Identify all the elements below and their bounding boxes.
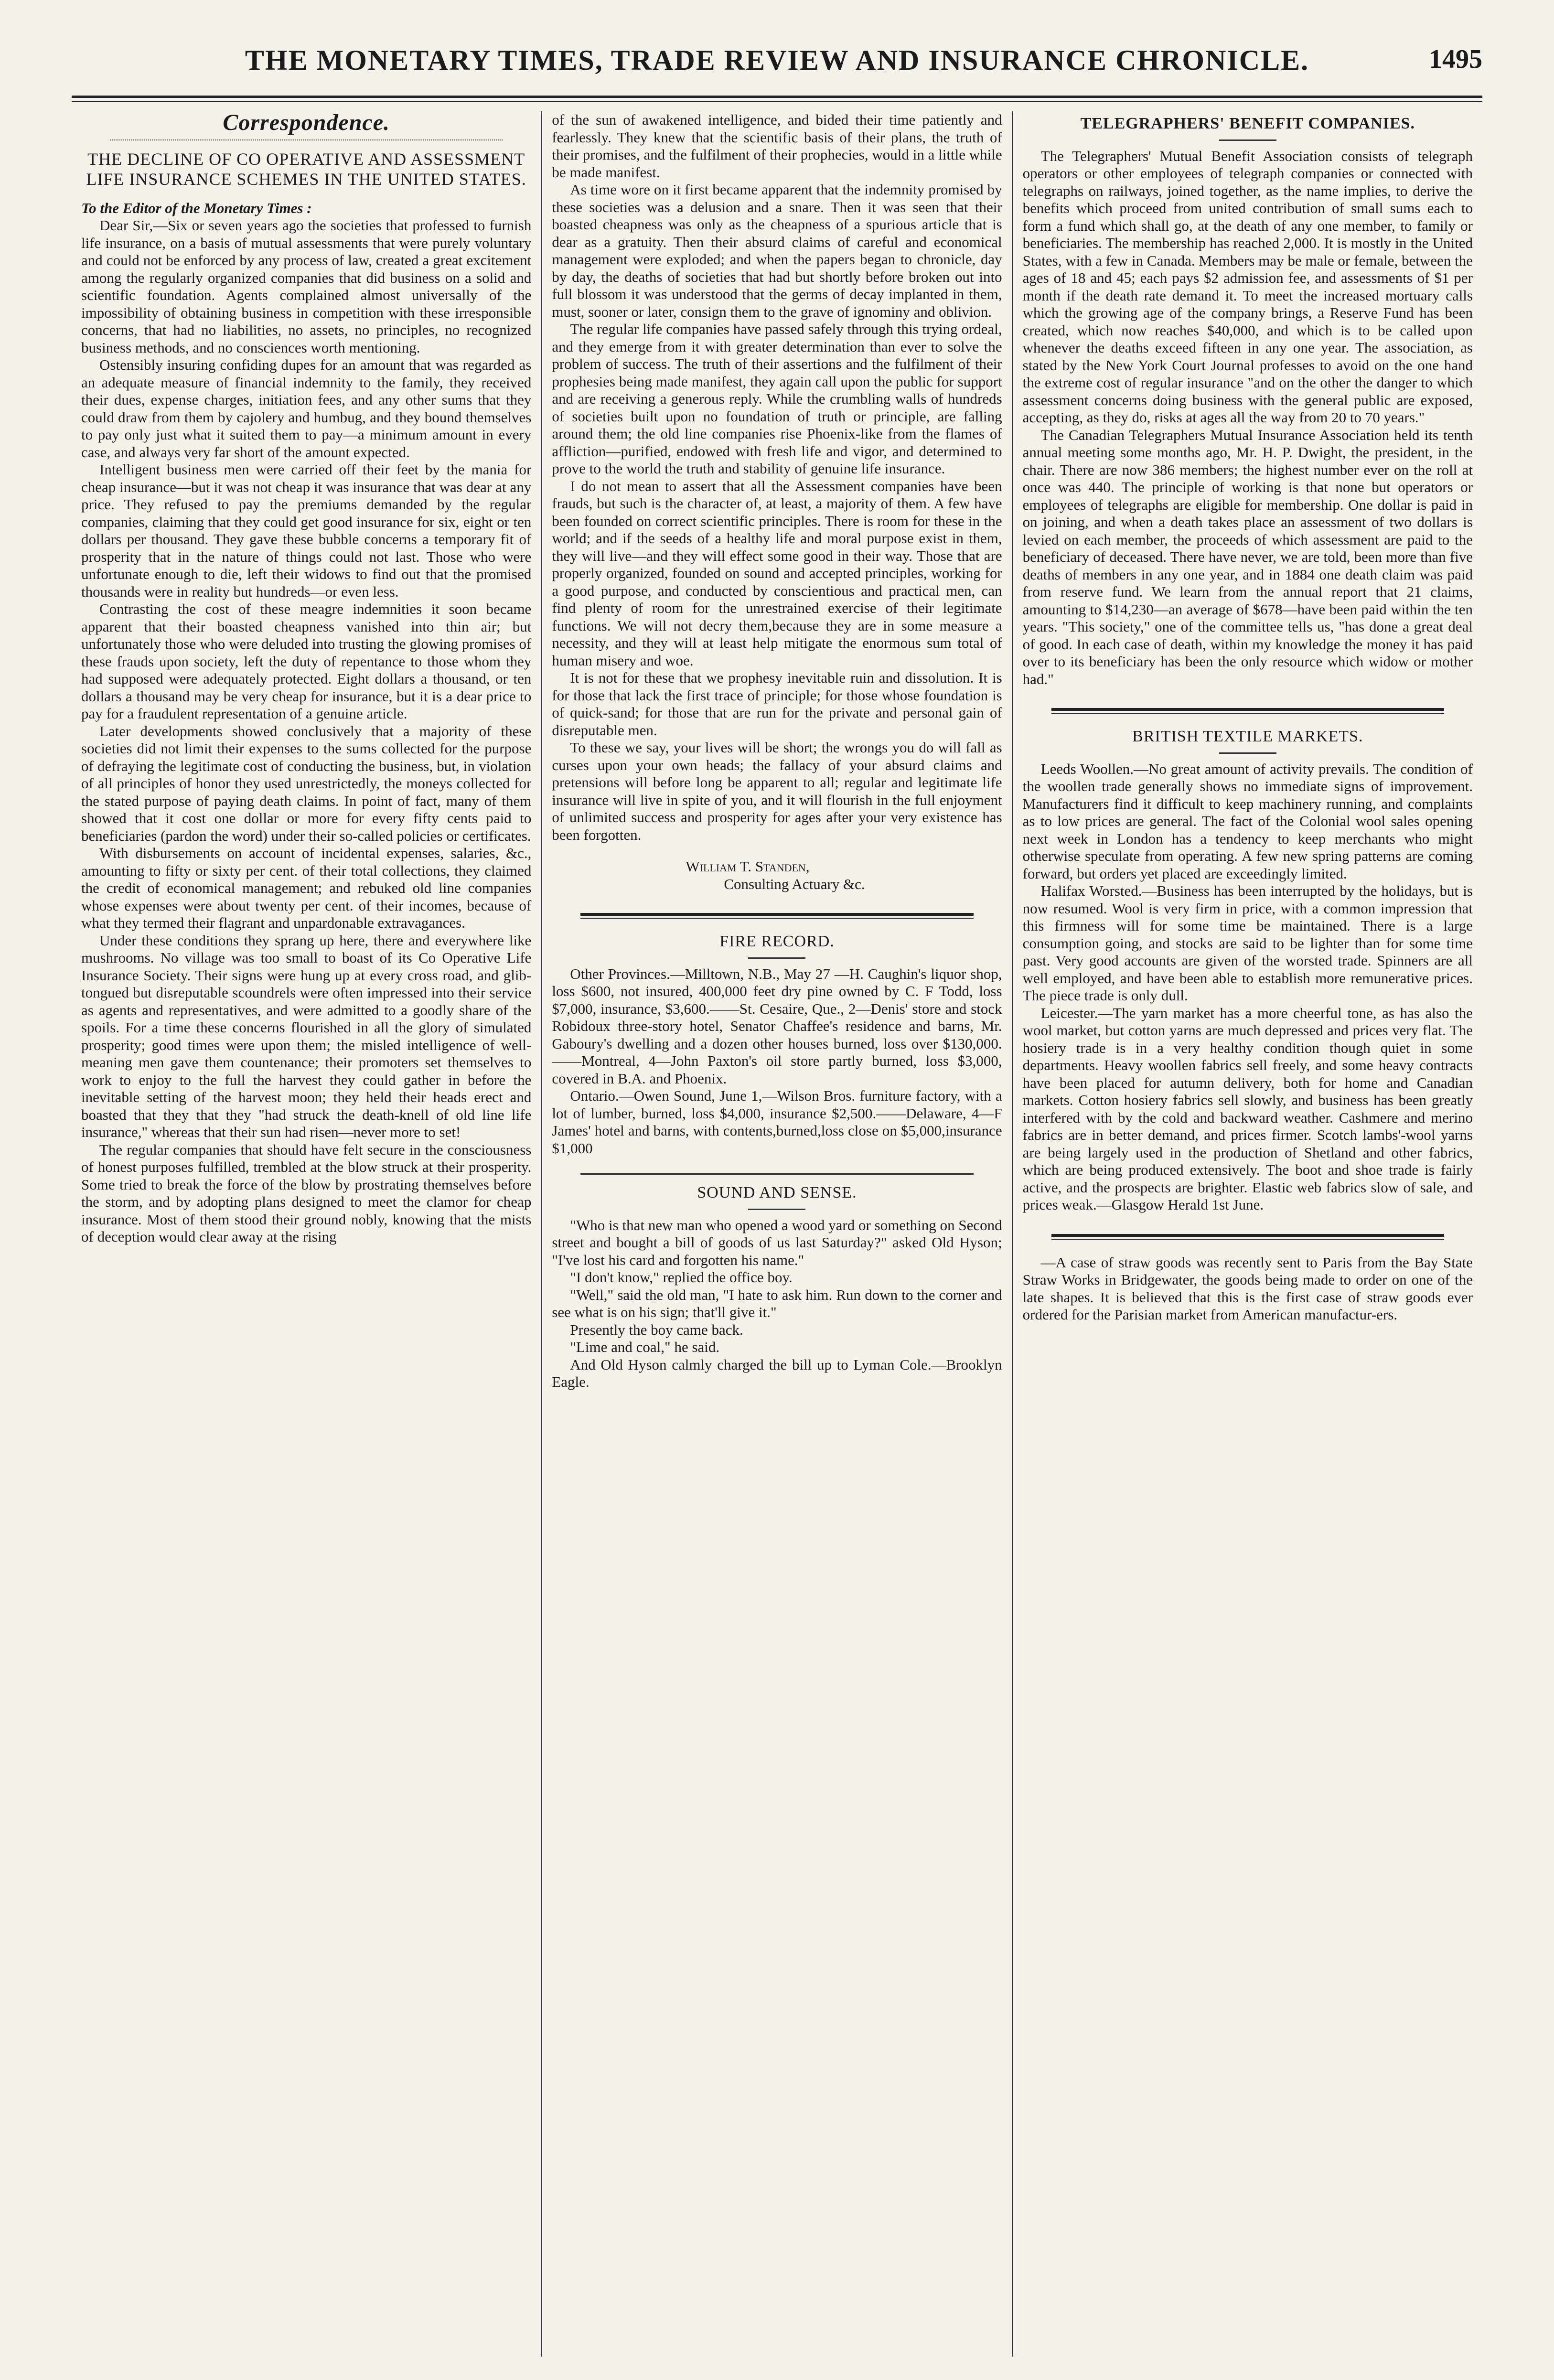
section-divider (110, 139, 503, 140)
paragraph: The Canadian Telegraphers Mutual Insurance Association held its tenth annual meeting some months ago, Mr. H. P. Dwight, the president, in the chair. There are now 386 members; the highest number ever on the roll at once was 440. The principle of working is that none but operators or employees of telegraphs are eligible for membership. One dollar is paid in on joining, and when a death takes place an assessment of two dollars is levied on each member, the proceeds of which assessment are paid to the beneficiary of deceased. There have never, we are told, been more than five deaths of members in any one year, and in 1884 one death claim was paid from reserve fund. We learn from the annual report that 21 claims, amounting to $14,230—an average of $678—have been paid within the ten years. "This society," one of the committee tells us, "has done a great deal of good. In each case of death, within my knowledge the money it has paid over to its beneficiary has been the only resource which widow or mother had." (1022, 426, 1473, 687)
paragraph: The regular companies that should have felt secure in the consciousness of honest purposes fulfilled, trembled at the blow struck at their prosperity. Some tried to break the force of the blow by prostrating themselves before the storm, and by adopting plans designed to meet the clamor for cheap insurance. Most of them stood their ground nobly, knowing that the mists of deception would clear away at the rising (81, 1141, 532, 1245)
columns (72, 111, 1482, 2357)
masthead-rule (72, 96, 1482, 102)
paragraph: Later developments showed conclusively that a majority of these societies did not limit their expenses to the sums collected for the purpose of defraying the legitimate cost of conducting the business, but, in violation of all principles of honor they used unrestrictedly, the moneys collected for the stated purpose of paying death claims. In point of fact, many of them showed that it cost one dollar or more for every fifty cents paid to beneficiaries (pardon the word) under their so-called policies or certificates. (81, 722, 532, 844)
paragraph: With disbursements on account of incidental expenses, salaries, &c., amounting to fifty or sixty per cent. of their total collections, they claimed the credit of economical management; and rebuked old line companies whose expenses were about twenty per cent. of their incomes, because of what they termed their flagrant and unpardonable extravagances. (81, 845, 532, 931)
paragraph: "Lime and coal," he said. (570, 1339, 720, 1355)
short-rule (748, 1209, 805, 1210)
paragraph: Ostensibly insuring confiding dupes for an amount that was regarded as an adequate measure of financial indemnity to the family, they received their dues, expense charges, initiation fees, and any other sums that they could draw from them by cajolery and humbug, and they bound themselves to pay only just what it suited them to pay—a minimum amount in every case, and always very far short of the amount expected. (81, 356, 532, 461)
short-rule (1219, 139, 1276, 141)
section-rule (580, 1173, 973, 1175)
paragraph: —A case of straw goods was recently sent to Paris from the Bay State Straw Works in Bridgewater, the goods being made to order on one of the late shapes. It is believed that this is the first case of straw goods ever ordered for the Parisian market from American manufactur-ers. (1022, 1254, 1473, 1323)
paragraph: It is not for these that we prophesy inevitable ruin and dissolution. It is for those that lack the first trace of principle; for those whose foundation is of quick-sand; for those that are run for the private and personal gain of disreputable men. (552, 669, 1002, 739)
paragraph: And Old Hyson calmly charged the bill up to Lyman Cole.—Brooklyn Eagle. (552, 1356, 1002, 1390)
fire-record-title: FIRE RECORD. (719, 933, 835, 950)
paragraph: Presently the boy came back. (570, 1321, 743, 1338)
section-heading: Correspondence. (223, 111, 390, 135)
short-rule (1219, 752, 1276, 754)
column-1 (72, 111, 541, 2357)
paragraph: To these we say, your lives will be short; the wrongs you do will fall as curses upon your own heads; the fallacy of your absurd claims and pretensions will before long be apparent to all; regular and legitimate life insurance will live in spite of you, and it will flourish in the full enjoyment of unlimited success and prosperity for ages after your very existence has been forgotten. (552, 739, 1002, 843)
signature-name: William T. Standen, (686, 858, 810, 875)
telegraphers-title: TELEGRAPHERS' BENEFIT COMPANIES. (1080, 115, 1415, 132)
paragraph: Halifax Worsted.—Business has been interrupted by the holidays, but is now resumed. Wool is very firm in price, with a common impression that this firmness will for some time be maintained. There is a large consumption going, and stocks are said to be lighter than for some time past. Very good accounts are given of the worsted trade. Spinners are all well employed, and have been able to establish more remunerative prices. The piece trade is only dull. (1022, 882, 1473, 1004)
paragraph: "Who is that new man who opened a wood yard or something on Second street and bought a bill of goods of us last Saturday?" asked Old Hyson; "I've lost his card and forgotten his name." (552, 1216, 1002, 1268)
sound-and-sense-title: SOUND AND SENSE. (697, 1184, 857, 1201)
paragraph: Under these conditions they sprang up here, there and everywhere like mushrooms. No village was too small to boast of its Co Operative Life Insurance Society. Their signs were hung up at every cross road, and glib-tongued but disreputable scoundrels were often impressed into their service as agents and representatives, and were admitted to a goodly share of the spoils. For a time these concerns flourished in all the glory of simulated prosperity; good times were upon them; the misled intelligence of well-meaning men gave them countenance; their promoters set themselves to work to enjoy to the full the harvest they could gather in before the inevitable setting of the harvest moon; they held their heads erect and boasted that they that they "had struck the death-knell of old line life insurance," whereas that their sun had risen—never more to set! (81, 932, 532, 1140)
paragraph: As time wore on it first became apparent that the indemnity promised by these societies was a delusion and a snare. Then it was seen that their boasted cheapness was only as the cheapness of a spurious article that is dear as a gratuity. Then their absurd claims of careful and economical management were exploded; and when the papers began to chronicle, day by day, the deaths of societies that had but shortly before broken out into full blossom it was understood that the germs of decay implanted in them, must, sooner or later, consign them to the grave of ignominy and oblivion. (552, 181, 1002, 320)
paragraph: Leicester.—The yarn market has a more cheerful tone, as has also the wool market, but cotton yarns are much depressed and prices very flat. The hosiery trade is in a very healthy condition though quiet in some departments. Heavy woollen fabrics sell freely, and some heavy contracts have been placed for autumn delivery, both for home and Canadian markets. Cotton hosiery fabrics sell slowly, and business has been greatly interfered with by the cold and backward weather. Cashmere and merino fabrics are in better demand, and prices firmer. Scotch lambs'-wool yarns are being largely used in the production of Shetland and other fabrics, which are being produced extensively. The boot and shoe trade is fairly active, and the prospects are brighter. Elastic web fabrics slow of sale, and prices weak.—Glasgow Herald 1st June. (1022, 1004, 1473, 1213)
paragraph: Intelligent business men were carried off their feet by the mania for cheap insurance—but it was not cheap it was insurance that was dear at any price. They refused to pay the premiums demanded by the regular companies, claiming that they could get good insurance for six, eight or ten dollars per thousand. They gave these bubble concerns a temporary fit of prosperity that in the nature of things could not last. Those who were unfortunate enough to die, left their widows to find out that the promised thousands were in reality but hundreds—or even less. (81, 461, 532, 600)
paragraph: The regular life companies have passed safely through this trying ordeal, and they emerge from it with greater determination than ever to solve the problem of success. The truth of their assertions and the fulfilment of their prophesies being made manifest, they again call upon the public for support and are receiving a generous reply. While the crumbling walls of hundreds of societies built upon no foundation of truth or principle, are falling around them; the old line companies rise Phoenix-like from the flames of affliction—purified, endowed with fresh life and vigor, and determined to prove to the world the truth and stability of genuine life insurance. (552, 321, 1002, 477)
paragraph: "Well," said the old man, "I hate to ask him. Run down to the corner and see what is on his sign; that'll give it." (552, 1286, 1002, 1320)
paragraph: of the sun of awakened intelligence, and bided their time patiently and fearlessly. They knew that the scientific basis of their plans, the truth of their promises, and the fulfilment of their prophecies, would in a little while be made manifest. (552, 111, 1002, 181)
column-2 (541, 111, 1011, 2357)
short-rule (748, 957, 805, 959)
paragraph: Leeds Woollen.—No great amount of activity prevails. The condition of the woollen trade generally shows no immediate signs of improvement. Manufacturers find it difficult to keep machinery running, and complaints as to low prices are general. The fact of the Colonial wool sales opening next week in London has a tendency to keep merchants who might otherwise speculate from operating. A few new spring patterns are coming forward, but orders yet placed are exceedingly limited. (1022, 760, 1473, 882)
column-3 (1012, 111, 1482, 2357)
signature-title: Consulting Actuary &c. (724, 875, 865, 892)
paragraph: Other Provinces.—Milltown, N.B., May 27 —H. Caughin's liquor shop, loss $600, not insured, 400,000 feet dry pine owned by C. F Todd, loss $7,000, insurance, $3,600.——St. Cesaire, Que., 2—Denis' store and stock Robidoux three-story hotel, Senator Chaffee's residence and barns, Mr. Gaboury's dwelling and a dozen other houses burned, loss over $130,000. ——Montreal, 4—John Paxton's oil store partly burned, loss $3,000, covered in B.A. and Phoenix. (552, 965, 1002, 1087)
masthead (72, 33, 1482, 91)
paragraph: Dear Sir,—Six or seven years ago the societies that professed to furnish life insurance, on a basis of mutual assessments that were purely voluntary and could not be enforced by any process of law, created a great excitement among the regularly organized companies that did business on a solid and scientific foundation. Agents complained almost universally of the impossibility of obtaining business in competition with these irresponsible concerns, that had no liabilities, no assets, no principles, no recognized business methods, and no consciences worth mentioning. (81, 217, 532, 356)
section-rule (1051, 1234, 1444, 1240)
paragraph: The Telegraphers' Mutual Benefit Association consists of telegraph operators or other employees of telegraph companies or connected with telegraphs on railways, joined together, as the name implies, to derive the benefits which proceed from united contribution of small sums each to form a fund which shall go, at the death of any one member, to family or beneficiaries. The membership has reached 2,000. It is mostly in the United States, with a few in Canada. Members may be male or female, between the ages of 18 and 45; each pays $2 admission fee, and assessments of $1 per month if the death rate demand it. To meet the increased mortuary calls which the growing age of the company brings, a Reserve Fund has been created, which now reaches $40,000, and which is to be called upon whenever the deaths exceed fifteen in any one year. The association, as stated by the New York Court Journal professes to avoid on the one hand the extreme cost of regular insurance "and on the other the danger to which assessment concerns doing business with the general public are exposed, accepting, as they do, risks at ages all the way from 20 to 70 years." (1022, 147, 1473, 426)
section-rule (580, 913, 973, 919)
paragraph: Contrasting the cost of these meagre indemnities it soon became apparent that their boasted cheapness vanished into thin air; but unfortunately those who were deluded into trusting the glowing promises of these frauds upon society, left the duty of repentance to those whom they had supposed were adequately protected. Eight dollars a thousand, or ten dollars a thousand may be very cheap for insurance, but it is a dear price to pay for a fraudulent representation of a genuine article. (81, 600, 532, 722)
textile-title: BRITISH TEXTILE MARKETS. (1132, 728, 1363, 745)
salutation: To the Editor of the Monetary Times : (81, 199, 312, 216)
masthead-title: THE MONETARY TIMES, TRADE REVIEW AND INSURANCE CHRONICLE. (245, 44, 1309, 76)
paragraph: Ontario.—Owen Sound, June 1,—Wilson Bros. furniture factory, with a lot of lumber, burned, loss $4,000, insurance $2,500.——Delaware, 4—F James' hotel and barns, with contents,burned,loss close on $5,000,insurance $1,000 (552, 1087, 1002, 1157)
article-title: THE DECLINE OF CO OPERATIVE AND ASSESSMENT LIFE INSURANCE SCHEMES IN THE UNITED STATES. (86, 149, 526, 189)
section-rule (1051, 708, 1444, 714)
paragraph: I do not mean to assert that all the Assessment companies have been frauds, but such is the character of, at least, a majority of them. A few have been founded on correct scientific principles. There is room for these in the world; and if the seeds of a healthy life and moral purpose exist in them, they will live—and they will effect some good in their way. Those that are properly organized, founded on sound and accepted principles, working for a good purpose, and conducted by conscientious and practical men, can find plenty of room for the unrestrained exercise of their legitimate functions. We will not decry them,because they are in some measure a necessity, and they will at least help mitigate the enormous sum total of human misery and woe. (552, 477, 1002, 669)
page-number: 1495 (1429, 44, 1482, 74)
paragraph: "I don't know," replied the office boy. (570, 1269, 793, 1286)
